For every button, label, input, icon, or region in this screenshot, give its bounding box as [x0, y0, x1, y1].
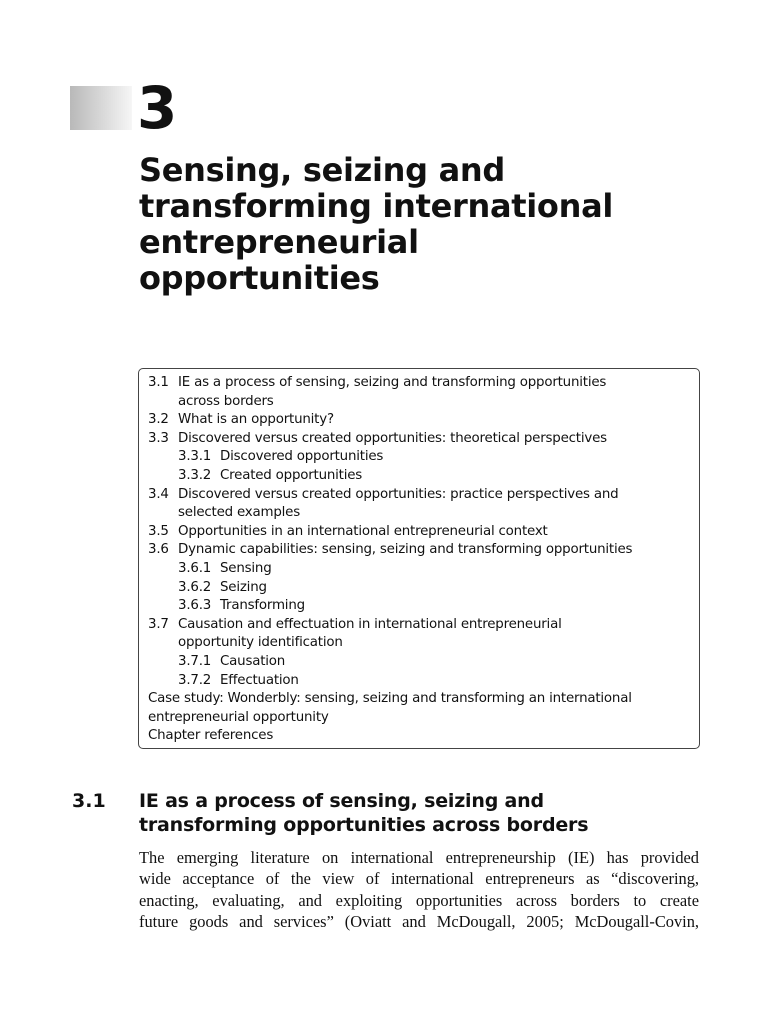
toc-item	[148, 690, 691, 709]
toc-item-number: 3.6.3	[178, 598, 212, 614]
toc-item	[148, 634, 691, 653]
toc-item	[148, 579, 691, 598]
section-title	[139, 789, 699, 837]
toc-item	[148, 709, 691, 728]
toc-item-label: Opportunities in an international entrepreneurial context	[178, 523, 548, 539]
toc-item-number: 3.3	[148, 430, 169, 446]
body-line: wide acceptance of the view of international entrepreneurs as “discovering,	[139, 869, 699, 889]
chapter-title-line: Sensing, seizing and	[139, 151, 505, 189]
chapter-title-line: entrepreneurial	[139, 223, 419, 261]
toc-item-number: 3.6.1	[178, 560, 212, 576]
toc-item	[148, 672, 691, 691]
toc-item-number: 3.4	[148, 486, 169, 502]
toc-item-label: Dynamic capabilities: sensing, seizing and transforming opportunities	[178, 542, 633, 558]
toc-item	[148, 727, 691, 746]
toc-item-label: Discovered opportunities	[220, 449, 384, 465]
body-line: enacting, evaluating, and exploiting opportunities across borders to create	[139, 890, 699, 910]
toc-item	[148, 393, 691, 412]
chapter-number-block	[70, 86, 132, 130]
chapter-title-line: transforming international	[139, 187, 614, 225]
toc-item-label: Effectuation	[220, 672, 299, 688]
toc-item-number: 3.3.2	[178, 467, 212, 483]
toc-item	[148, 411, 691, 430]
chapter-number: 3	[137, 74, 178, 142]
toc-item	[148, 504, 691, 523]
toc-item-label: entrepreneurial opportunity	[148, 709, 329, 725]
toc-item	[148, 616, 691, 635]
toc-item-number: 3.6.2	[178, 579, 212, 595]
toc-item	[148, 597, 691, 616]
toc-item-label: selected examples	[178, 505, 300, 521]
toc-item-label: Sensing	[220, 560, 272, 576]
chapter-contents-box	[138, 368, 700, 749]
toc-item-label: across borders	[178, 393, 274, 409]
toc-item-number: 3.5	[148, 523, 169, 539]
toc-item	[148, 448, 691, 467]
toc-item	[148, 374, 691, 393]
toc-list	[148, 374, 691, 746]
toc-item-number: 3.7.1	[178, 653, 212, 669]
chapter-title-line: opportunities	[139, 259, 380, 297]
toc-item	[148, 560, 691, 579]
toc-item-label: opportunity identification	[178, 635, 343, 651]
toc-item-label: Causation	[220, 653, 286, 669]
toc-item-number: 3.2	[148, 412, 169, 428]
section-title-line: IE as a process of sensing, seizing and	[139, 790, 544, 812]
toc-item-label: Chapter references	[148, 728, 274, 744]
body-line: The emerging literature on international entrepreneurship (IE) has provided	[139, 848, 699, 867]
toc-item-number: 3.3.1	[178, 449, 212, 465]
toc-item-number: 3.6	[148, 542, 169, 558]
body-line: future goods and services” (Oviatt and McDougall, 2005; McDougall-Covin,	[139, 912, 699, 932]
toc-item-label: Causation and effectuation in international entrepreneurial	[178, 616, 562, 632]
toc-item-label: IE as a process of sensing, seizing and transforming opportunities	[178, 375, 607, 390]
chapter-title	[139, 152, 739, 296]
toc-item	[148, 430, 691, 449]
toc-item-number: 3.7.2	[178, 672, 212, 688]
toc-item-label: Discovered versus created opportunities: practice perspectives and	[178, 486, 619, 502]
toc-item-label: Discovered versus created opportunities: theoretical perspectives	[178, 430, 607, 446]
toc-item	[148, 541, 691, 560]
toc-item-label: Transforming	[220, 598, 305, 614]
toc-item	[148, 486, 691, 505]
section-title-line: transforming opportunities across borders	[139, 814, 589, 836]
toc-item-label: Case study: Wonderbly: sensing, seizing and transforming an international	[148, 691, 632, 707]
toc-item	[148, 653, 691, 672]
section-number: 3.1	[72, 790, 106, 812]
toc-item	[148, 523, 691, 542]
toc-item	[148, 467, 691, 486]
toc-item-label: What is an opportunity?	[178, 412, 334, 428]
toc-item-label: Seizing	[220, 579, 267, 595]
body-paragraph	[139, 847, 699, 933]
toc-item-label: Created opportunities	[220, 467, 363, 483]
toc-item-number: 3.7	[148, 616, 169, 632]
toc-item-number: 3.1	[148, 375, 169, 390]
